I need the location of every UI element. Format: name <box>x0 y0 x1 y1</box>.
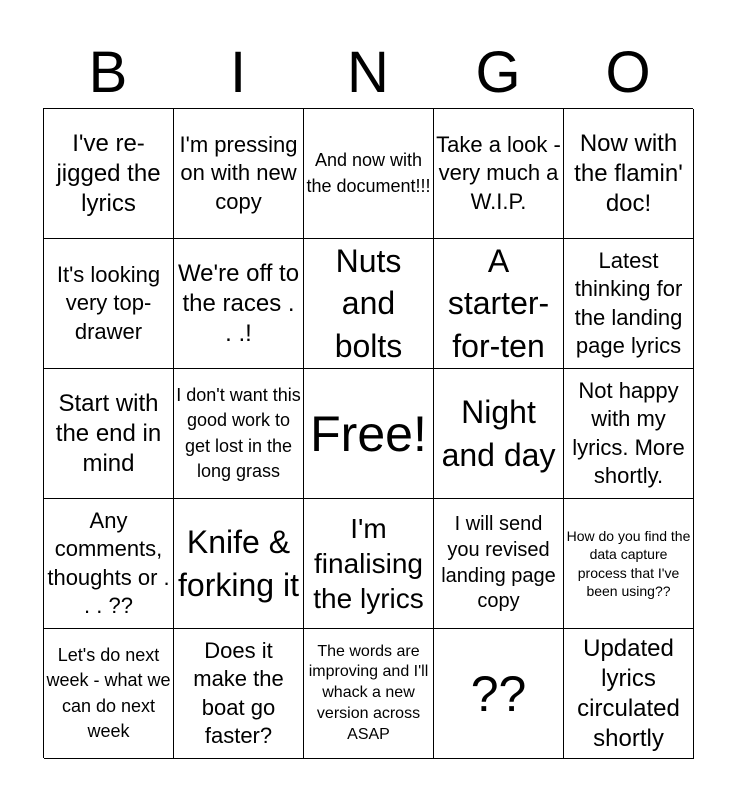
bingo-cell-r4-c0[interactable] <box>44 629 174 759</box>
bingo-cell-r3-c3[interactable] <box>434 499 564 629</box>
bingo-card-grid <box>43 108 693 758</box>
bingo-header <box>43 38 693 108</box>
bingo-cell-r0-c3[interactable] <box>434 109 564 239</box>
cell-text: Updated lyrics circulated shortly <box>577 634 680 752</box>
cell-text: Let's do next week - what we can do next week <box>46 645 171 741</box>
bingo-cell-r1-c3[interactable] <box>434 239 564 369</box>
header-letter-g: G <box>475 40 521 105</box>
bingo-cell-r0-c4[interactable] <box>564 109 694 239</box>
bingo-cell-r2-c1[interactable] <box>174 369 304 499</box>
cell-text: Start with the end in mind <box>55 389 162 477</box>
cell-text: Not happy with my lyrics. More shortly. <box>572 378 685 488</box>
cell-text: Any comments, thoughts or . . . ?? <box>47 508 170 618</box>
bingo-cell-r3-c1[interactable] <box>174 499 304 629</box>
cell-text: I'm finalising the lyrics <box>313 513 424 614</box>
bingo-cell-r4-c2[interactable] <box>304 629 434 759</box>
cell-text: We're off to the races . . .! <box>177 259 300 347</box>
cell-text: Knife & forking it <box>178 523 299 603</box>
bingo-cell-r1-c4[interactable] <box>564 239 694 369</box>
header-letter-i: I <box>229 40 247 105</box>
bingo-cell-r3-c2[interactable] <box>304 499 434 629</box>
cell-text: The words are improving and I'll whack a new version across ASAP <box>308 642 429 743</box>
bingo-cell-r4-c4[interactable] <box>564 629 694 759</box>
bingo-cell-r2-c4[interactable] <box>564 369 694 499</box>
bingo-cell-r4-c3[interactable] <box>434 629 564 759</box>
cell-text: I'm pressing on with new copy <box>179 132 298 214</box>
cell-text: I've re-jigged the lyrics <box>56 129 161 217</box>
cell-text: Now with the flamin' doc! <box>574 129 683 217</box>
cell-text: I don't want this good work to get lost in the long grass <box>176 385 301 481</box>
cell-text: ?? <box>470 665 527 722</box>
bingo-cell-r2-c2[interactable] <box>304 369 434 499</box>
header-letter-n: N <box>347 40 389 105</box>
bingo-cell-r2-c0[interactable] <box>44 369 174 499</box>
bingo-cell-r1-c1[interactable] <box>174 239 304 369</box>
bingo-cell-r1-c0[interactable] <box>44 239 174 369</box>
cell-text: And now with the document!!! <box>306 150 431 196</box>
cell-text: I will send you revised landing page copy <box>441 513 556 613</box>
cell-text: Does it make the boat go faster? <box>193 638 284 748</box>
cell-text: Free! <box>310 405 427 462</box>
bingo-cell-r1-c2[interactable] <box>304 239 434 369</box>
cell-text: Latest thinking for the landing page lyrics <box>574 248 683 358</box>
bingo-cell-r3-c0[interactable] <box>44 499 174 629</box>
cell-text: Nuts and bolts <box>334 242 403 364</box>
cell-text: Night and day <box>441 393 556 473</box>
cell-text: It's looking very top-drawer <box>56 262 161 344</box>
bingo-cell-r4-c1[interactable] <box>174 629 304 759</box>
header-letter-b: B <box>88 40 128 105</box>
bingo-cell-r2-c3[interactable] <box>434 369 564 499</box>
bingo-cell-r0-c0[interactable] <box>44 109 174 239</box>
bingo-cell-r0-c2[interactable] <box>304 109 434 239</box>
bingo-cell-r0-c1[interactable] <box>174 109 304 239</box>
cell-text: Take a look - very much a W.I.P. <box>436 132 561 214</box>
header-letter-o: O <box>605 40 651 105</box>
bingo-cell-r3-c4[interactable] <box>564 499 694 629</box>
cell-text: How do you find the data capture process that I've been using?? <box>566 528 691 599</box>
cell-text: A starter-for-ten <box>447 242 550 364</box>
